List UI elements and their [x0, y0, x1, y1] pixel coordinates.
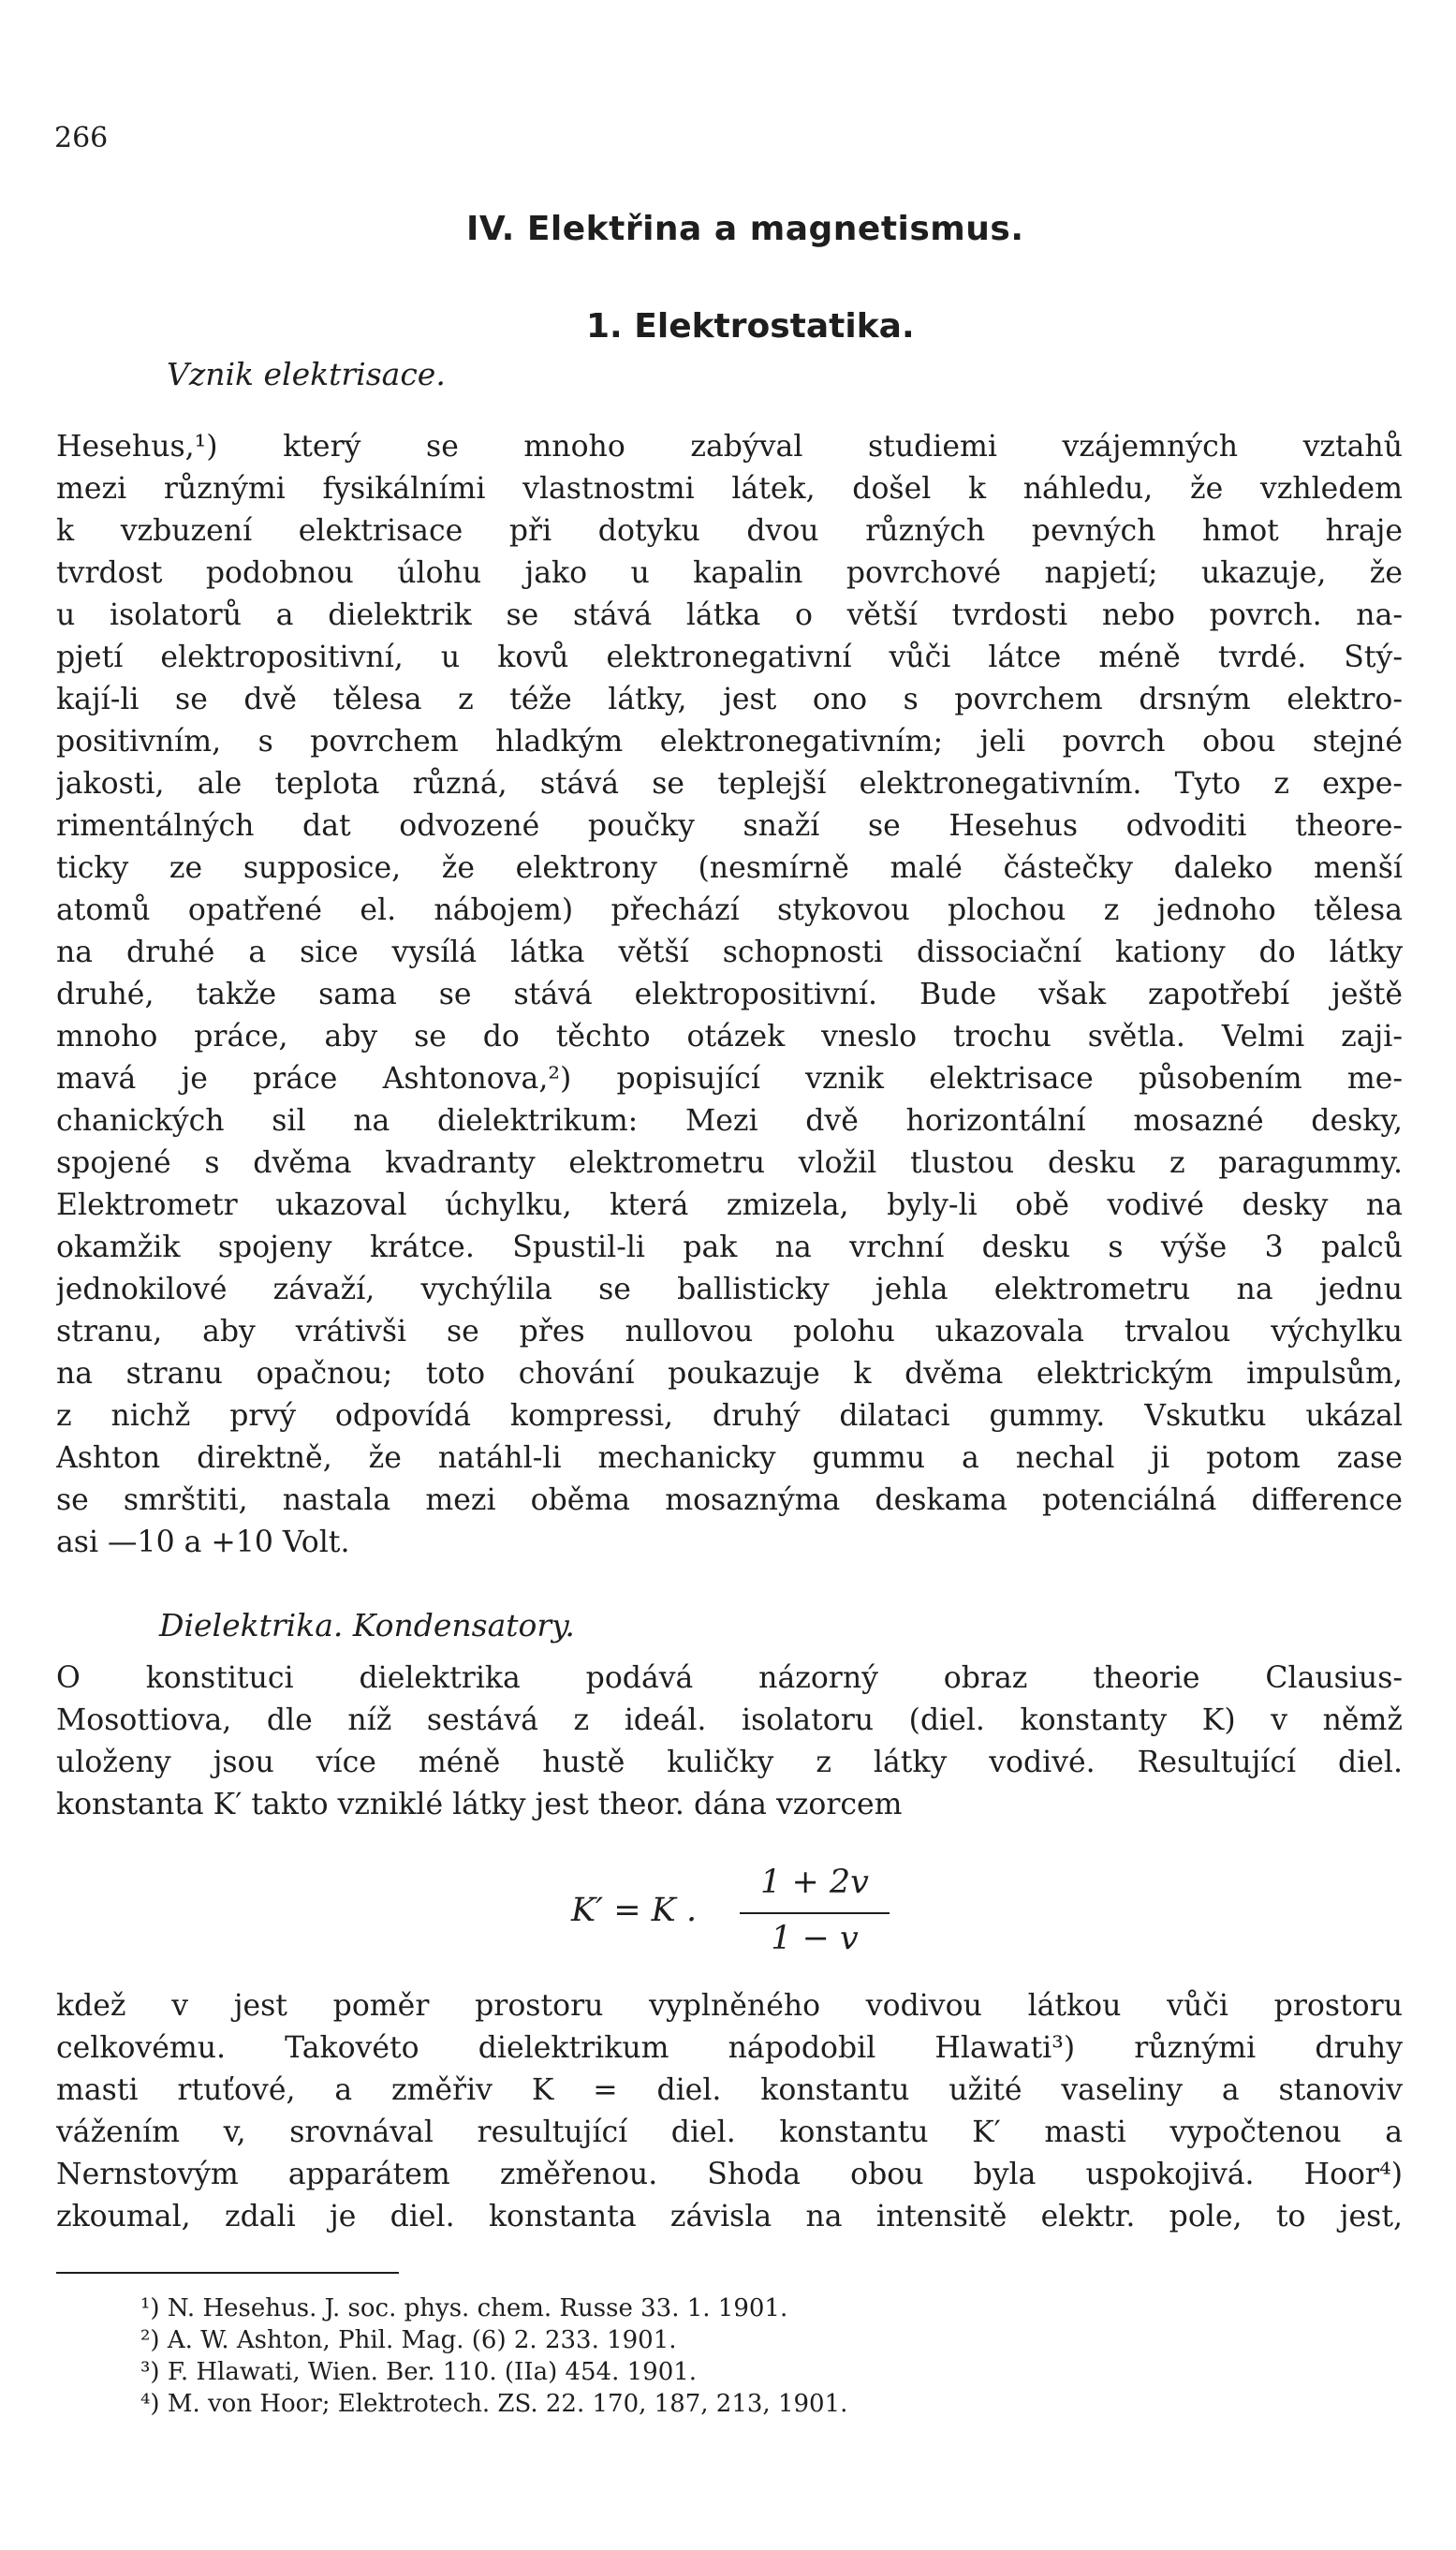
sidehead-dielectrics-condensers: Dielektrika. Kondensatory.	[159, 1607, 575, 1643]
footnote-1: ¹) N. Hesehus. J. soc. phys. chem. Russe 33. 1. 1901.	[140, 2294, 788, 2322]
page-number: 266	[54, 122, 109, 155]
text-line: kdež v jest poměr prostoru vyplněného vodivou látkou vůči prostoru	[56, 1989, 1403, 2023]
text-line: zkoumal, zdali je diel. konstanta závisla na intensitě elektr. pole, to jest,	[56, 2200, 1403, 2233]
sidehead-origin-of-electrification: Vznik elektrisace.	[167, 356, 446, 392]
text-line: Nernstovým apparátem změřenou. Shoda obou byla uspokojivá. Hoor⁴)	[56, 2158, 1403, 2191]
text-line: mavá je práce Ashtonova,²) popisující vznik elektrisace působením me-	[56, 1062, 1403, 1096]
text-line: masti rtuťové, a změřiv K = diel. konstantu užité vaseliny a stanoviv	[56, 2073, 1403, 2107]
paragraph-2	[56, 1658, 1403, 1826]
text-line: vážením v, srovnával resultující diel. konstantu K′ masti vypočtenou a	[56, 2115, 1403, 2149]
chapter-title: IV. Elektřina a magnetismus.	[466, 210, 1024, 248]
footnote-4: ⁴) M. von Hoor; Elektrotech. ZS. 22. 170, 187, 213, 1901.	[140, 2390, 848, 2418]
footnote-divider	[56, 2272, 399, 2274]
text-line: kají-li se dvě tělesa z téže látky, jest ono s povrchem drsným elektro-	[56, 683, 1403, 716]
text-line: na druhé a sice vysílá látka větší schopnosti dissociační kationy do látky	[56, 936, 1403, 969]
text-line: tvrdost podobnou úlohu jako u kapalin povrchové napjetí; ukazuje, že	[56, 556, 1403, 590]
text-line: druhé, takže sama se stává elektropositivní. Bude však zapotřebí ještě	[56, 978, 1403, 1011]
text-line: Hesehus,¹) který se mnoho zabýval studiemi vzájemných vztahů	[56, 430, 1403, 464]
text-line: chanických sil na dielektrikum: Mezi dvě horizontální mosazné desky,	[56, 1104, 1403, 1138]
footnote-3: ³) F. Hlawati, Wien. Ber. 110. (IIa) 454. 1901.	[140, 2358, 698, 2386]
text-line: rimentálných dat odvozené poučky snaží se Hesehus odvoditi theore-	[56, 809, 1403, 843]
text-line: Ashton direktně, že natáhl-li mechanicky gummu a nechal ji potom zase	[56, 1441, 1403, 1475]
text-line: Elektrometr ukazoval úchylku, která zmizela, byly-li obě vodivé desky na	[56, 1188, 1403, 1222]
text-line: okamžik spojeny krátce. Spustil-li pak na vrchní desku s výše 3 palců	[56, 1231, 1403, 1264]
paragraph-3	[56, 1985, 1403, 2238]
footnote-2: ²) A. W. Ashton, Phil. Mag. (6) 2. 233. 1901.	[140, 2326, 677, 2354]
text-line: uloženy jsou více méně hustě kuličky z látky vodivé. Resultující diel.	[56, 1746, 1403, 1779]
formula-denominator: 1 − v	[771, 1920, 859, 1957]
text-line: se smrštiti, nastala mezi oběma mosaznýma deskama potenciálná difference	[56, 1483, 1403, 1517]
paragraph-1	[56, 426, 1403, 1564]
text-line: jednokilové závaží, vychýlila se ballisticky jehla elektrometru na jednu	[56, 1273, 1403, 1306]
text-line: stranu, aby vrátivši se přes nullovou polohu ukazovala trvalou výchylku	[56, 1315, 1403, 1349]
text-line: asi —10 a +10 Volt.	[56, 1526, 350, 1559]
text-line: na stranu opačnou; toto chování poukazuje k dvěma elektrickým impulsům,	[56, 1357, 1403, 1391]
formula-lhs: K′ = K .	[571, 1892, 698, 1929]
text-line: konstanta K′ takto vzniklé látky jest theor. dána vzorcem	[56, 1788, 903, 1821]
text-line: positivním, s povrchem hladkým elektronegativním; jeli povrch obou stejné	[56, 725, 1403, 759]
text-line: mnoho práce, aby se do těchto otázek vneslo trochu světla. Velmi zaji-	[56, 1020, 1403, 1054]
text-line: u isolatorů a dielektrik se stává látka o větší tvrdosti nebo povrch. na-	[56, 598, 1403, 632]
text-line: pjetí elektropositivní, u kovů elektronegativní vůči látce méně tvrdé. Stý-	[56, 641, 1403, 674]
text-line: Mosottiova, dle níž sestává z ideál. isolatoru (diel. konstanty K) v němž	[56, 1703, 1403, 1737]
text-line: jakosti, ale teplota různá, stává se teplejší elektronegativním. Tyto z expe-	[56, 767, 1403, 801]
text-line: O konstituci dielektrika podává názorný obraz theorie Clausius-	[56, 1661, 1403, 1695]
text-line: k vzbuzení elektrisace při dotyku dvou různých pevných hmot hraje	[56, 514, 1403, 548]
text-line: mezi různými fysikálními vlastnostmi látek, došel k náhledu, že vzhledem	[56, 472, 1403, 506]
section-title: 1. Elektrostatika.	[586, 307, 915, 346]
text-line: atomů opatřené el. nábojem) přechází stykovou plochou z jednoho tělesa	[56, 893, 1403, 927]
text-line: celkovému. Takovéto dielektrikum nápodobil Hlawati³) různými druhy	[56, 2031, 1403, 2065]
text-line: spojené s dvěma kvadranty elektrometru vložil tlustou desku z paragummy.	[56, 1146, 1403, 1180]
text-line: ticky ze supposice, že elektrony (nesmírně malé částečky daleko menší	[56, 851, 1403, 885]
formula-numerator: 1 + 2v	[760, 1864, 869, 1901]
text-line: z nichž prvý odpovídá kompressi, druhý dilataci gummy. Vskutku ukázal	[56, 1399, 1403, 1433]
fraction-bar	[740, 1912, 890, 1914]
